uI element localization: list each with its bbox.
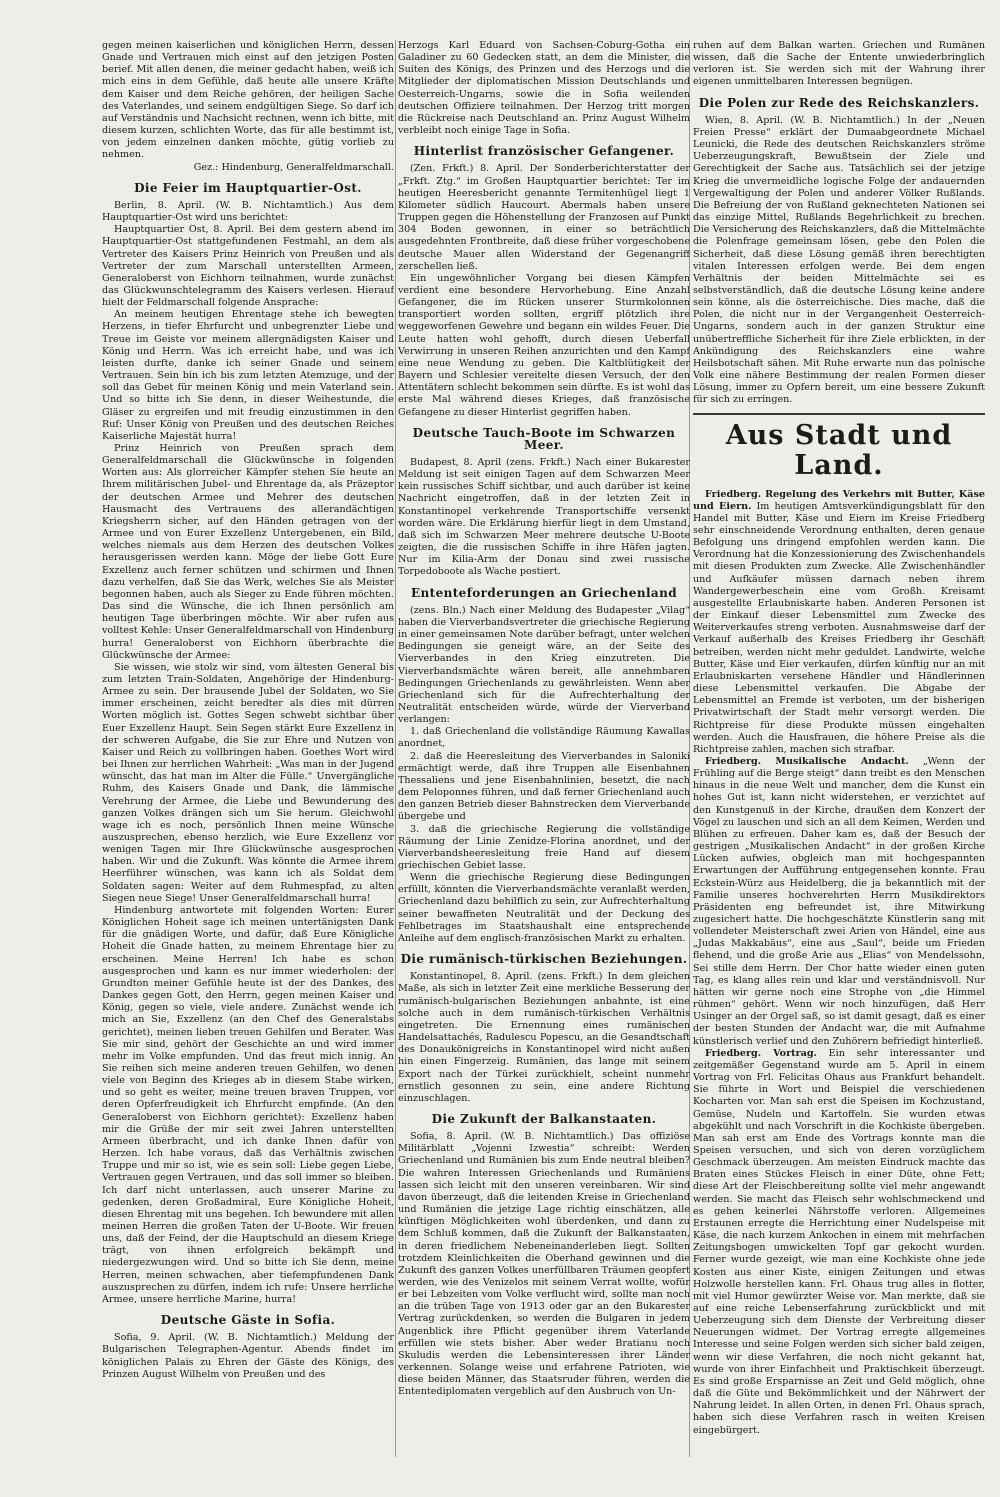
- section-title: Aus Stadt und Land.: [725, 419, 953, 481]
- local-news-lead: Friedberg. Regelung des Verkehrs mit Butter, Käse und Eiern.: [693, 488, 985, 512]
- article-text: ruhen auf dem Balkan warten. Griechen und Rumänen wissen, daß die Sache der Entente unwiederbringlich verloren ist. Sie werden sich mit der Wahrung ihrer eigenen unmittelbaren Interessen begnügen.: [693, 40, 985, 88]
- article-text: Im heutigen Amtsverkündigungsblatt für den Handel mit Butter, Käse und Eiern im Kreise Friedberg sehr einschneidende Verordnung enthalten, deren genaue Befolgung uns dringend empfohlen werden kann. Die Verordnung hat die Konzessionierung des Zwischenhandels mit diesen Produkten zum Zwecke. Alle Zwischenhändler und Aufkäufer müssen darnach neben ihrem Wandergewerbeschein eine vom Großh. Kreisamt ausgestellte Erlaubniskarte haben. Anderen Personen ist der Einkauf dieser Lebensmittel zum Zwecke des Weiterverkaufes streng verboten. Ausnahmsweise darf der Verkauf außerhalb des Kreises Friedberg ihr Geschäft betreiben, werden nicht mehr geduldet. Landwirte, welche Butter, Käse und Eier verkaufen, dürfen künftig nur an mit Erlaubniskarten versehene Händler und Händlerinnen diese Lebensmittel verkaufen. Die Abgabe der Lebensmittel an Fremde ist verboten, um der bisherigen Privatwirtschaft der Stadt mehr versorgt werden. Die Richtpreise für diese Produkte müssen eingehalten werden. Auch die Hausfrauen, die höhere Preise als die Richtpreise zahlen, machen sich strafbar.: [693, 500, 985, 755]
- article-text: Sie wissen, wie stolz wir sind, vom ältesten General bis zum letzten Train-Soldaten, Angehörige der Hindenburg-Armee zu sein. Der brausende Jubel der Soldaten, wo Sie immer erscheinen, zeicht beredter als dies mit dürren Worten möglich ist. Gottes Segen schwebt sichtbar über Euer Exzellenz Haupt. Sein Segen stärkt Eure Exzellenz in der schweren Aufgabe, die Sie zur Ehre und Nutzen von Kaiser und Reich zu vollbringen haben. Goethes Wort wird bei Ihnen zur herrlichen Wahrheit: „Was man in der Jugend wünscht, das hat man im Alter die Fülle.“ Unvergängliche Ruhm, des Kaisers Gnade und Dank, die lämmische Verehrung der Armee, die Liebe und Bewunderung des ganzen Volkes drängen sich um Sie herum. Gleichwohl wage ich es noch, persönlich Ihnen meine Wünsche auszusprechen, ebenso herzlich, wie Eure Exzellenz vor wenigen Tagen mir Ihre Glückwünsche ausgesprochen haben. Wir und die Zukunft. Was könnte die Armee ihrem Heerführer wünschen, was kann ich als Soldat dem Soldaten sagen: Weiter auf dem Ruhmespfad, zu alten Siegen neue Siege! Unser Generalfeldmarschall hurra!: [102, 661, 394, 904]
- article-text: Konstantinopel, 8. April. (zens. Frkft.) In dem gleichen Maße, als sich in letzter Zeit eine merkliche Besserung der rumänisch-bulgarischen Beziehungen anbahnte, ist eine solche auch in dem rumänisch-türkischen Verhältnis eingetreten. Die Ernennung eines rumänischen Handelsattachés, Radulescu Popescu, an die Gesandtschaft des Donaukönigreichs in Konstantinopel wird nicht außen hin einen Fingerzeig. Rumänien, das lange mit seinem Export nach der Türkei zurückhielt, scheint nunmehr ernstlich gesonnen zu sein, eine andere Richtung einzuschlagen.: [398, 971, 690, 1104]
- article-text: Berlin, 8. April. (W. B. Nichtamtlich.) Aus dem Hauptquartier-Ost wird uns berichtet:: [102, 199, 394, 224]
- section-divider: [693, 413, 985, 415]
- column-left: [102, 40, 394, 1457]
- article-text: Ein ungewöhnlicher Vorgang bei diesen Kämpfen verdient eine besondere Hervorhebung. Eine Anzahl Gefangener, die im Rücken unserer Sturmkolonnen transportiert worden sollten, ergriff plötzlich ihre weggeworfenen Gewehre und begann ein wildes Feuer. Die Leute hatten wohl gehofft, durch diesen Ueberfall Verwirrung in unseren Reihen anzurichten und den Kampf eine neue Wendung zu geben. Die Kaltblütigkeit der Bayern und Schlesier vereitelte diesen Versuch, der den Attentätern schlecht bekommen sein dürfte. Es ist wohl das erste Mal während dieses Krieges, daß französische Gefangene zu dieser Hinterlist gegriffen haben.: [398, 272, 690, 418]
- column-rule: [395, 40, 396, 1457]
- article-text: Prinz Heinrich von Preußen sprach dem Generalfeldmarschall die Glückwünsche in folgenden Worten aus: Als glorreicher Kämpfer stehen Sie heute an Ihrem militärischen Jubel- und Ehrentage da, als Präzeptor der deutschen Armee und Mehrer des deutschen Hausmacht des Vertrauens des allerandächtigen Kriegsherrn sicher, auf den Händen getragen von der Armee und von Eurer Exzellenz Untergebenen, ein Bild, welches niemals aus dem Herzen des deutschen Volkes herausgerissen werden kann. Möge der liebe Gott Eure Exzellenz auch ferner schützen und schirmen und Ihnen dazu verhelfen, daß Sie das Werk, welches Sie als Meister begonnen haben, auch als Sieger zu Ende führen möchten. Das sind die Wünsche, die ich Ihnen persönlich am heutigen Tage überbringen möchte. Wir aber rufen aus volltest Kehle: Unser Generalfeldmarschall von Hindenburg hurra! Generaloberst von Eichhorn überbrachte die Glückwünsche der Armee:: [102, 443, 394, 661]
- article-text: An meinem heutigen Ehrentage stehe ich bewegten Herzens, in tiefer Ehrfurcht und unbegrenzter Liebe und Treue im Geiste vor meinem allergnädigsten Kaiser und König und Herrn. Was ich erreicht habe, und was ich leisten durfte, danke ich seiner Gnade und seinem Vertrauen. Sein bin ich bis zum letzten Atemzuge, und der soll das Gebet für meinen König und mein Vaterland sein. Und so bitte ich Sie denn, in dieser Weihestunde, die Gläser zu ergreifen und mit freudig einzustimmen in den Ruf: Unser König von Preußen und des deutschen Reiches Kaiserliche Majestät hurra!: [102, 309, 394, 442]
- article-text: Herzogs Karl Eduard von Sachsen-Coburg-Gotha ein Galadiner zu 60 Gedecken statt, an dem die Minister, die Suiten des Königs, des Prinzen und des Herzogs und die Mitglieder der diplomatischen Mission Deutschlands und Oesterreich-Ungarns, sowie die in Sofia weilenden deutschen Offiziere teilnahmen. Der Herzog tritt morgen die Rückreise nach Deutschland an. Prinz August Wilhelm verbleibt noch einige Tage in Sofia.: [398, 40, 690, 137]
- article-text: 3. daß die griechische Regierung die vollständige Räumung der Linie Zenidze-Florina anordnet, und der Vierverbandsheeresleitung freie Hand auf diesem griechischen Gebiet lasse.: [398, 823, 690, 871]
- article-text: Sofia, 9. April. (W. B. Nichtamtlich.) Meldung der Bulgarischen Telegraphen-Agentur. Abends findet im königlichen Palais zu Ehren der Gäste des Königs, des Prinzen August Wilhelm von Preußen und des: [102, 1332, 394, 1380]
- article-text: gegen meinen kaiserlichen und königlichen Herrn, dessen Gnade und Vertrauen mich einst auf den jetzigen Posten berief. Mit allen denen, die meiner gedacht haben, weiß ich mich eins in dem Gefühle, daß heute alle unsere Kräfte dem Kaiser und dem Reiche gehören, der heiligen Sache des Vaterlandes, und seinem endgültigen Siege. So darf ich auf Verständnis und Nachsicht rechnen, wenn ich bitte, mit diesem kurzen, schlichten Worte, das für alle bestimmt ist, von jedem einzelnen danken möchte, gütig vorlieb zu nehmen.: [102, 40, 394, 161]
- article-text: Hindenburg antwortete mit folgenden Worten: Eurer Königlichen Hoheit sage ich meinen untertänigsten Dank für die gnädigen Worte, und dafür, daß Eure Königliche Hoheit die Gnade hatten, zu meinem Ehrentage hier zu erscheinen. Meine Herren! Ich habe es schon ausgesprochen und kann es nur immer wiederholen: der Grundton meiner Gefühle heute ist der des Dankes, des Dankes gegen Gott, den Herrn, gegen meinen Kaiser und König, gegen so viele, viele andere. Zunächst wende ich mich an Sie, Exzellenz (an den Chef des Generalstabs gerichtet), meinen lieben treuen Gehilfen und Berater. Was Sie mir sind, gehört der Geschichte an und wird immer mehr im Volke empfunden. Und das freut mich innig. An Sie reihen sich meine anderen treuen Gehilfen, wo denen viele von Beginn des Krieges ab in diesem Stabe wirken, und so geht es weiter, meine treuen braven Truppen, vor deren Opferfreudigkeit ich Ehrfurcht empfinde. (An den Generaloberst von Eichhorn gerichtet): Exzellenz haben mir die Grüße der mir seit zwei Jahren unterstellten Armeen überbracht, und ich danke Ihnen dafür von Herzen. Ich habe voraus, daß das Verhältnis zwischen Truppe und mir so ist, wie es sein soll: Liebe gegen Liebe, Vertrauen gegen Vertrauen, und das soll immer so bleiben. Ich darf nicht unterlassen, auch unserer Marine zu gedenken, deren Großadmiral, Eure Königliche Hoheit, diesen Ehrentag mit uns begehen. Ich bewundere mit allen meinen Herren die großen Taten der U-Boote. Wir freuen uns, daß der Feind, der die Hauptschuld an diesem Kriege trägt, von ihnen erfolgreich bekämpft und niedergezwungen wird. Und so bitte ich Sie denn, meine Herren, meinen schwachen, aber tiefempfundenen Dank auszusprechen zu dürfen, indem ich rufe: Unsere herrliche Armee, unsere herrliche Marine, hurra!: [102, 904, 394, 1305]
- article-headline: Die rumänisch-türkischen Beziehungen.: [400, 952, 688, 967]
- article-headline: Die Zukunft der Balkanstaaten.: [431, 1111, 657, 1126]
- article-headline: Ententeforderungen an Griechenland: [410, 585, 678, 600]
- signature: Gez.: Hindenburg, Generalfeldmarschall.: [193, 161, 394, 173]
- article-headline: Die Polen zur Rede des Reichskanzlers.: [698, 95, 980, 110]
- local-news-lead: Friedberg. Vortrag.: [705, 1047, 817, 1059]
- article-text: (Zen. Frkft.) 8. April. Der Sonderberichterstatter der „Frkft. Ztg.“ im Großen Hauptquartier berichtet: Ter im heutigen Heeresbericht genannte Termitenhügel liegt 1 Kilometer südlich Haucourt. Abermals haben unsere Truppen gegen die Höhenstellung der Franzosen auf Punkt 304 Boden gewonnen, in einer so beträchtlich ausgedehnten Frontbreite, daß diese früher vorgeschobene deutsche Mauer allen Widerstand der Gegenangriff zerschellen ließ.: [398, 163, 690, 272]
- article-text: Hauptquartier Ost, 8. April. Bei dem gestern abend im Hauptquartier-Ost stattgefundenen Festmahl, an dem als Vertreter des Kaisers Prinz Heinrich von Preußen und als Vertreter der zum Marschall unterstellten Armeen, Generaloberst von Eichhorn teilnahmen, wurde zunächst das Glückwunschtelegramm des Kaisers verlesen. Hierauf hielt der Feldmarschall folgende Ansprache:: [102, 224, 394, 309]
- column-right: [693, 40, 985, 1457]
- article-text: Ein sehr interessanter und zeitgemäßer Gegenstand wurde am 5. April in einem Vortrag von Frl. Felicitas Ohaus aus Frankfurt behandelt. Sie führte in Wort und Beispiel die verschiedenen Kocharten vor. Man sah erst die Speisen im Kochzustand, Gemüse, Nudeln und Kartoffeln. Sie wurden etwas abgekühlt und nach Vorschrift in die Kochkiste übergeben. Man sah erst am Ende des Vortrags konnte man die Speisen versuchen, und sich von deren vorzüglichem Geschmack überzeugen. Am meisten Eindruck machte das Braten eines Stückes Fleisch in einer Düte, ohne Fett; diese Art der Fleischbereitung sollte viel mehr angewandt werden. Sie macht das Fleisch sehr wohlschmeckend und es gehen keinerlei Nährstoffe verloren. Allgemeines Erstaunen erregte die Herrichtung einer Nudelspeise mit Käse, die nach kurzem Ankochen in einem mit mehrfachen Zeitungsbogen umwickelten Topf gar gekocht wurden. Ferner wurde gezeigt, wie man eine Kochkiste ohne jede Kosten aus einer Kiste, einigen Zeitungen und etwas Holzwolle herstellen kann. Frl. Ohaus trug alles in flotter, mit viel Humor gewürzter Weise vor. Man merkte, daß sie auf eine reiche Lebenserfahrung zurückblickt und mit Ueberzeugung sich dem Dienste der Verbreitung dieser Neuerungen widmet. Der Vortrag erregte allgemeines Interesse und seine Folgen werden sich sicher bald zeigen, wenn wir diese Verfahren, die noch nicht gekannt hat, wurde von ihrer Einfachheit und Praktischkeit überzeugt. Es sind große Ersparnisse an Zeit und Geld möglich, ohne daß die Güte und Bekömmlichkeit und der Nährwert der Nahrung leidet. In allen Orten, in denen Frl. Ohaus sprach, haben sich diese Verfahren rasch in weiten Kreisen eingebürgert.: [693, 1047, 985, 1436]
- local-news-lead: Friedberg. Musikalische Andacht.: [705, 755, 909, 767]
- article-text: Wenn die griechische Regierung diese Bedingungen erfüllt, könnten die Vierverbandsmächte veranlaßt werden, Griechenland dazu behilflich zu sein, zur Aufrechterhaltung seiner bewaffneten Neutralität und der Deckung des Fehlbetrages im Staatshaushalt eine entsprechende Anleihe auf dem englisch-französischen Markt zu erhalten.: [398, 872, 690, 944]
- article-headline: Deutsche Gäste in Sofia.: [160, 1313, 336, 1328]
- article-text: „Wenn der Frühling auf die Berge steigt“ dann treibt es den Menschen hinaus in die neue Welt und mancher, dem die Kunst ein hohes Gut ist, kann nicht widerstehen, er verzichtet auf den Kunstgenuß in der Kirche, draußen dem Konzert der Vögel zu lauschen und sich an all dem Keimen, Werden und Blühen zu erfreuen. Daher kam es, daß der Besuch der gestrigen „Musikalischen Andacht“ in der großen Kirche Lücken aufwies, obgleich man mit hochgespannten Erwartungen der Aufführung entgegensehen konnte. Frau Eckstein-Würz aus Heidelberg, die ja bekanntlich mit der Familie unseres hochverehrten Herrn Musikdirektors Präsidenten eng befreundet ist, ihre Mitwirkung zugesichert hatte. Die hochgeschätzte Künstlerin sang mit vollendeter Meisterschaft zwei Arien von Händel, eine aus „Judas Makkabäus“, eine aus „Saul“, beide um Frieden flehend, und die große Arie aus „Elias“ von Mendelssohn, Sei stille dem Herrn. Der Chor hatte wieder einen guten Tag, es klang alles rein und klar und verständnisvoll. Nur hätten wir gerne noch eine Strophe von „die Himmel rühmen“ gehört. Wenn wir noch hinzufügen, daß Herr Usinger an der Orgel saß, so ist damit gesagt, daß es einer der besten Stunden der Andacht war, die mit Aufnahme künstlerisch verlief und den Zuhörern befriedigt hinterließ.: [693, 755, 985, 1047]
- article-text: 2. daß die Heeresleitung des Vierverbandes in Saloniki ermächtigt werde, daß ihre Truppen alle Eisenbahnen Thessaliens und jene Eisenbahnlinien, besetzt, die nach dem Peloponnes führen, und daß ferner Griechenland auch den ganzen Betrieb dieser Bahnstrecken dem Vierverbande übergebe und: [398, 750, 690, 823]
- article-headline: Deutsche Tauch-Boote im Schwarzen Meer.: [412, 425, 676, 452]
- article-text: (zens. Bln.) Nach einer Meldung des Budapester „Vilag“ haben die Vierverbandsvertreter die griechische Regierung in einer gemeinsamen Note darüber befragt, unter welchen Bedingungen sie geneigt wäre, an der Seite des Vierverbandes in den Krieg einzutreten. Die Vierverbandsmächte wären bereit, alle annehmbaren Bedingungen Griechenlands zu gewährleisten. Wenn aber Griechenland sich für die Aufrechterhaltung der Neutralität entscheiden würde, würde der Vierverband verlangen:: [398, 604, 690, 726]
- article-text: Sofia, 8. April. (W. B. Nichtamtlich.) Das offiziöse Militärblatt „Vojenni Izwestia“ schreibt: Werden Griechenland und Rumänien bis zum Ende neutral bleiben? Die wahren Interessen Griechenlands und Rumäniens lassen sich leicht mit den unseren vereinbaren. Wir sind davon überzeugt, daß die leitenden Kreise in Griechenland und Rumänien die jetzige Lage richtig einschätzen, alle künftigen Möglichkeiten wohl überdenken, und dann zu dem Schluß kommen, daß die Zukunft der Balkanstaaten, in deren friedlichem Nebeneinanderleben liegt. Sollten trotzdem Kleinlichkeiten die Oberhand gewinnen und die Zukunft des ganzen Volkes unerfüllbaren Träumen geopfert werden, wie des Venizelos mit seinem Verrat wollte, wofür er bei Lebzeiten vom Volke verflucht wird, sollte man noch an die trüben Tage von 1913 oder gar an den Bukarester Vertrag zurückdenken, so werden die Bulgaren in jedem Augenblick ihre Pflicht gegenüber ihrem Vaterlande erfüllen wie stets bisher. Aber weder Bratianu noch Skuludis werden die Lebensinteressen ihrer Länder verkennen. Solange weise und erfahrene Patrioten, wie diese beiden Männer, das Staatsruder führen, werden die Ententediplomaten vergeblich auf den Ausbruch von Un-: [398, 1131, 690, 1398]
- article-headline: Hinterlist französischer Gefangener.: [413, 144, 675, 159]
- article-text: Wien, 8. April. (W. B. Nichtamtlich.) In der „Neuen Freien Presse“ erklärt der Dumaabgeordnete Michael Leunicki, die Rede des deutschen Reichskanzlers ströme Ueberzeugungskraft, Bewußtsein der Ziele und Gerechtigkeit der Sache aus. Tatsächlich sei der jetzige Krieg die unvermeidliche logische Folge der andauernden Vergewaltigung der Polen und anderer Völker Rußlands. Die Befreiung der von Rußland geknechteten Nationen sei das einzige Mittel, Rußlands Begehrlichkeit zu brechen. Die Versicherung des Reichskanzlers, daß die Mittelmächte die Polenfrage gemeinsam lösen, gebe den Polen die Sicherheit, daß diese Lösung gemäß ihren berechtigten vitalen Interessen erfolgen werde. Bei dem engen Verhältnis der beiden Mittelmächte sei es selbstverständlich, daß die deutsche Lösung keine andere sein könne, als die österreichische. Dies mache, daß die Polen, die nicht nur in der Vergangenheit Oesterreich-Ungarns, sondern auch in der ganzen Struktur eine unübertreffliche Sicherheit für ihre Ziele erblickten, in der Ankündigung des Reichskanzlers eine wahre Heilsbotschaft sähen. Mit Ruhe erwarte nun das polnische Volk eine nähere Bestimmung der realen Formen dieser Lösung, immer zu Opfern bereit, um eine bessere Zukunft für sich zu erringen.: [693, 114, 985, 406]
- article-text: Budapest, 8. April (zens. Frkft.) Nach einer Bukarester Meldung ist seit einigen Tagen auf dem Schwarzen Meer kein russisches Schiff sichtbar, und auch darüber ist keine Nachricht eingetroffen, daß in der letzten Zeit in Konstantinopel verkehrende Transportschiffe versenkt worden wäre. Die Erklärung hierfür liegt in dem Umstand, daß sich im Schwarzen Meer mehrere deutsche U-Boote zeigten, die die russischen Schiffe in ihre Häfen jagten. Nur im Kilia-Arm der Donau sind zwei russische Torpedoboote als Wache postiert.: [398, 457, 690, 578]
- article-text: 1. daß Griechenland die vollständige Räumung Kawallas anordnet,: [398, 726, 690, 750]
- column-middle: [398, 40, 690, 1457]
- article-headline: Die Feier im Hauptquartier-Ost.: [134, 180, 362, 195]
